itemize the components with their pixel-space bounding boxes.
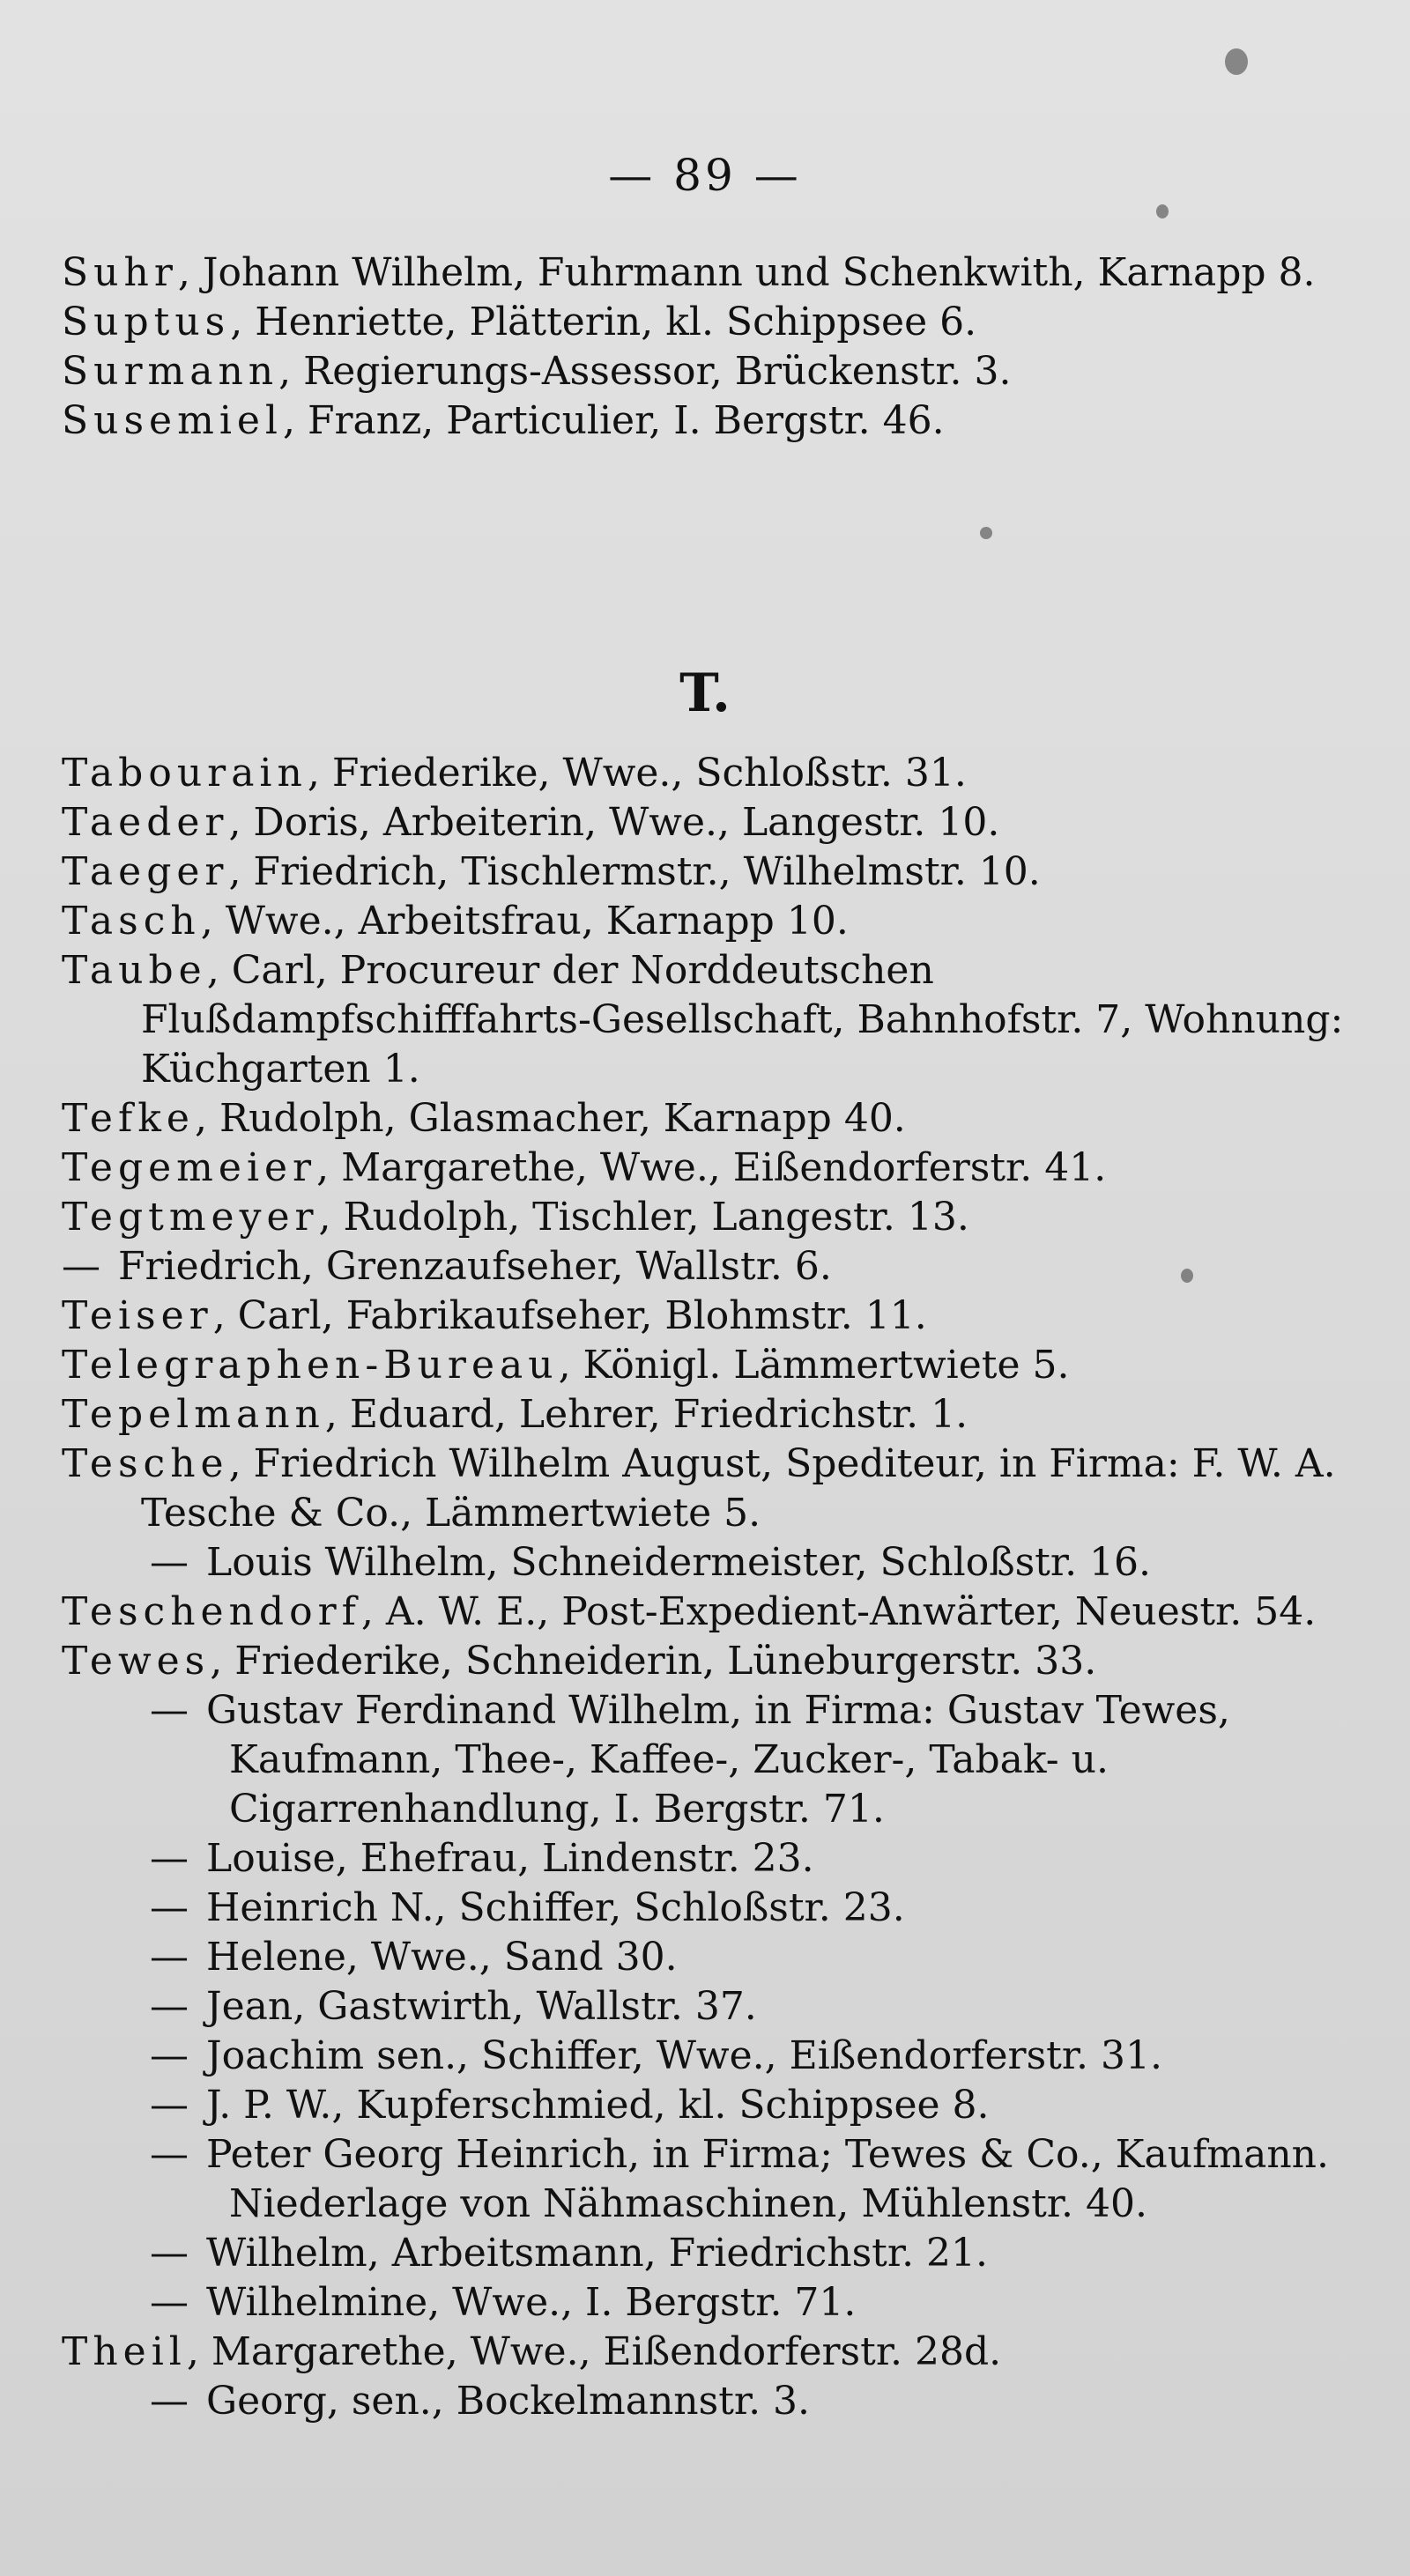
entry-surname: Susemiel <box>62 398 284 443</box>
directory-entry <box>62 1588 1366 1637</box>
entry-details: , Friedrich Wilhelm August, Spediteur, in Firma: F. W. A. Tesche & Co., Lämmertwiete 5. <box>141 1441 1336 1536</box>
entry-surname: Tesche <box>62 1441 229 1486</box>
directory-entry <box>62 897 1366 946</box>
directory-entry <box>62 298 1366 347</box>
ink-spot <box>1225 48 1248 75</box>
entry-surname: Telegraphen-Bureau <box>62 1343 559 1388</box>
entry-details: , Johann Wilhelm, Fuhrmann und Schenkwith, Karnapp 8. <box>177 250 1316 295</box>
directory-entry <box>62 248 1366 298</box>
directory-entry <box>97 1686 1366 1834</box>
directory-entry <box>62 1292 1366 1341</box>
entry-surname: — <box>150 2379 194 2424</box>
entry-details: Georg, sen., Bockelmannstr. 3. <box>194 2379 811 2424</box>
entry-surname: — <box>150 1540 194 1585</box>
entry-details: Heinrich N., Schiffer, Schloßstr. 23. <box>194 1885 905 1930</box>
entry-details: , Königl. Lämmertwiete 5. <box>558 1343 1070 1388</box>
directory-entry <box>62 848 1366 897</box>
directory-entry <box>62 946 1366 1094</box>
entry-details: Gustav Ferdinand Wilhelm, in Firma: Gustav Tewes, Kaufmann, Thee-, Kaffee-, Zucker-, Tabak- u. Cigarrenhandlung, I. Bergstr. 71. <box>194 1688 1230 1832</box>
entry-details: Louise, Ehefrau, Lindenstr. 23. <box>194 1836 814 1881</box>
entry-surname: — <box>62 1244 106 1289</box>
entries-t-section <box>62 749 1366 2426</box>
entry-surname: Surmann <box>62 349 279 394</box>
directory-entry <box>62 1440 1366 1538</box>
entry-details: , Carl, Fabrikaufseher, Blohmstr. 11. <box>212 1293 927 1338</box>
directory-entry <box>97 1933 1366 1982</box>
directory-entry <box>62 749 1366 798</box>
entry-details: Peter Georg Heinrich, in Firma; Tewes & Co., Kaufmann. Niederlage von Nähmaschinen, Mühlenstr. 40. <box>194 2132 1330 2226</box>
entry-surname: — <box>150 2231 194 2276</box>
entry-details: , Regierungs-Assessor, Brückenstr. 3. <box>278 349 1012 394</box>
entry-details: , Doris, Arbeiterin, Wwe., Langestr. 10. <box>228 800 1000 845</box>
entry-details: , Henriette, Plätterin, kl. Schippsee 6. <box>230 300 977 344</box>
entry-surname: Taube <box>62 948 207 993</box>
directory-entry <box>97 2377 1366 2426</box>
directory-entry <box>97 2229 1366 2278</box>
entry-details: , Friederike, Wwe., Schloßstr. 31. <box>307 751 967 796</box>
entry-details: , Wwe., Arbeitsfrau, Karnapp 10. <box>200 899 849 944</box>
entry-surname: Teiser <box>62 1293 213 1338</box>
entry-surname: Teschendorf <box>62 1589 361 1634</box>
entry-details: Wilhelm, Arbeitsmann, Friedrichstr. 21. <box>194 2231 989 2276</box>
entry-details: J. P. W., Kupferschmied, kl. Schippsee 8. <box>194 2083 990 2128</box>
entry-surname: Suhr <box>62 250 178 295</box>
ink-spot <box>1156 204 1169 218</box>
directory-entry <box>97 2278 1366 2328</box>
entry-surname: — <box>150 1885 194 1930</box>
entry-details: , Franz, Particulier, I. Bergstr. 46. <box>283 398 945 443</box>
entry-details: , Eduard, Lehrer, Friedrichstr. 1. <box>324 1392 968 1437</box>
entry-surname: — <box>150 1984 194 2029</box>
directory-entry <box>97 2130 1366 2229</box>
directory-entry <box>62 1390 1366 1440</box>
directory-entry <box>62 396 1366 446</box>
ink-spot <box>980 527 992 539</box>
entry-surname: Tegtmeyer <box>62 1195 319 1240</box>
entry-surname: — <box>150 1935 194 1980</box>
directory-entry <box>62 1637 1366 1686</box>
entry-details: , A. W. E., Post-Expedient-Anwärter, Neuestr. 54. <box>360 1589 1317 1634</box>
entry-details: Joachim sen., Schiffer, Wwe., Eißendorferstr. 31. <box>194 2033 1162 2078</box>
entry-surname: Suptus <box>62 300 231 344</box>
entry-surname: — <box>150 1688 194 1733</box>
entry-details: , Friedrich, Tischlermstr., Wilhelmstr. 10. <box>228 849 1041 894</box>
entry-details: Louis Wilhelm, Schneidermeister, Schloßstr. 16. <box>194 1540 1152 1585</box>
entry-surname: Tegemeier <box>62 1145 317 1190</box>
entry-surname: Taeger <box>62 849 229 894</box>
section-heading: T. <box>679 663 731 724</box>
directory-entry <box>97 2032 1366 2081</box>
directory-entry <box>97 2081 1366 2130</box>
entry-surname: — <box>150 2280 194 2325</box>
entry-surname: Tabourain <box>62 751 308 796</box>
entry-surname: Theil <box>62 2329 187 2374</box>
directory-entry <box>62 1193 1366 1242</box>
entry-details: , Friederike, Schneiderin, Lüneburgerstr. 33. <box>210 1639 1097 1684</box>
entry-surname: — <box>150 2132 194 2177</box>
entry-surname: Tefke <box>62 1096 195 1141</box>
page-number: — 89 — <box>608 150 802 201</box>
entry-details: , Rudolph, Glasmacher, Karnapp 40. <box>194 1096 906 1141</box>
entry-details: , Rudolph, Tischler, Langestr. 13. <box>318 1195 969 1240</box>
directory-entry <box>97 1982 1366 2032</box>
entry-surname: Tasch <box>62 899 201 944</box>
entry-details: , Margarethe, Wwe., Eißendorferstr. 41. <box>316 1145 1107 1190</box>
directory-entry <box>62 1144 1366 1193</box>
directory-entry <box>97 1834 1366 1884</box>
directory-entry <box>62 1341 1366 1390</box>
directory-entry <box>62 1094 1366 1144</box>
entry-details: , Carl, Procureur der Norddeutschen Flußdampfschifffahrts-Gesellschaft, Bahnhofstr. 7, Wohnung: Küchgarten 1. <box>141 948 1344 1092</box>
directory-entry <box>97 1884 1366 1933</box>
entry-surname: — <box>150 2033 194 2078</box>
directory-entry <box>62 798 1366 848</box>
entries-s-section <box>62 248 1366 446</box>
entry-surname: Taeder <box>62 800 229 845</box>
entry-details: Wilhelmine, Wwe., I. Bergstr. 71. <box>194 2280 857 2325</box>
entry-surname: Tewes <box>62 1639 211 1684</box>
entry-surname: Tepelmann <box>62 1392 325 1437</box>
entry-surname: — <box>150 2083 194 2128</box>
entry-details: Friedrich, Grenzaufseher, Wallstr. 6. <box>106 1244 832 1289</box>
entry-details: Helene, Wwe., Sand 30. <box>194 1935 678 1980</box>
directory-entry <box>97 1538 1366 1588</box>
entry-details: Jean, Gastwirth, Wallstr. 37. <box>194 1984 757 2029</box>
entry-surname: — <box>150 1836 194 1881</box>
directory-entry <box>62 347 1366 396</box>
directory-entry <box>62 2328 1366 2377</box>
entry-details: , Margarethe, Wwe., Eißendorferstr. 28d. <box>186 2329 1002 2374</box>
directory-entry <box>62 1242 1366 1292</box>
